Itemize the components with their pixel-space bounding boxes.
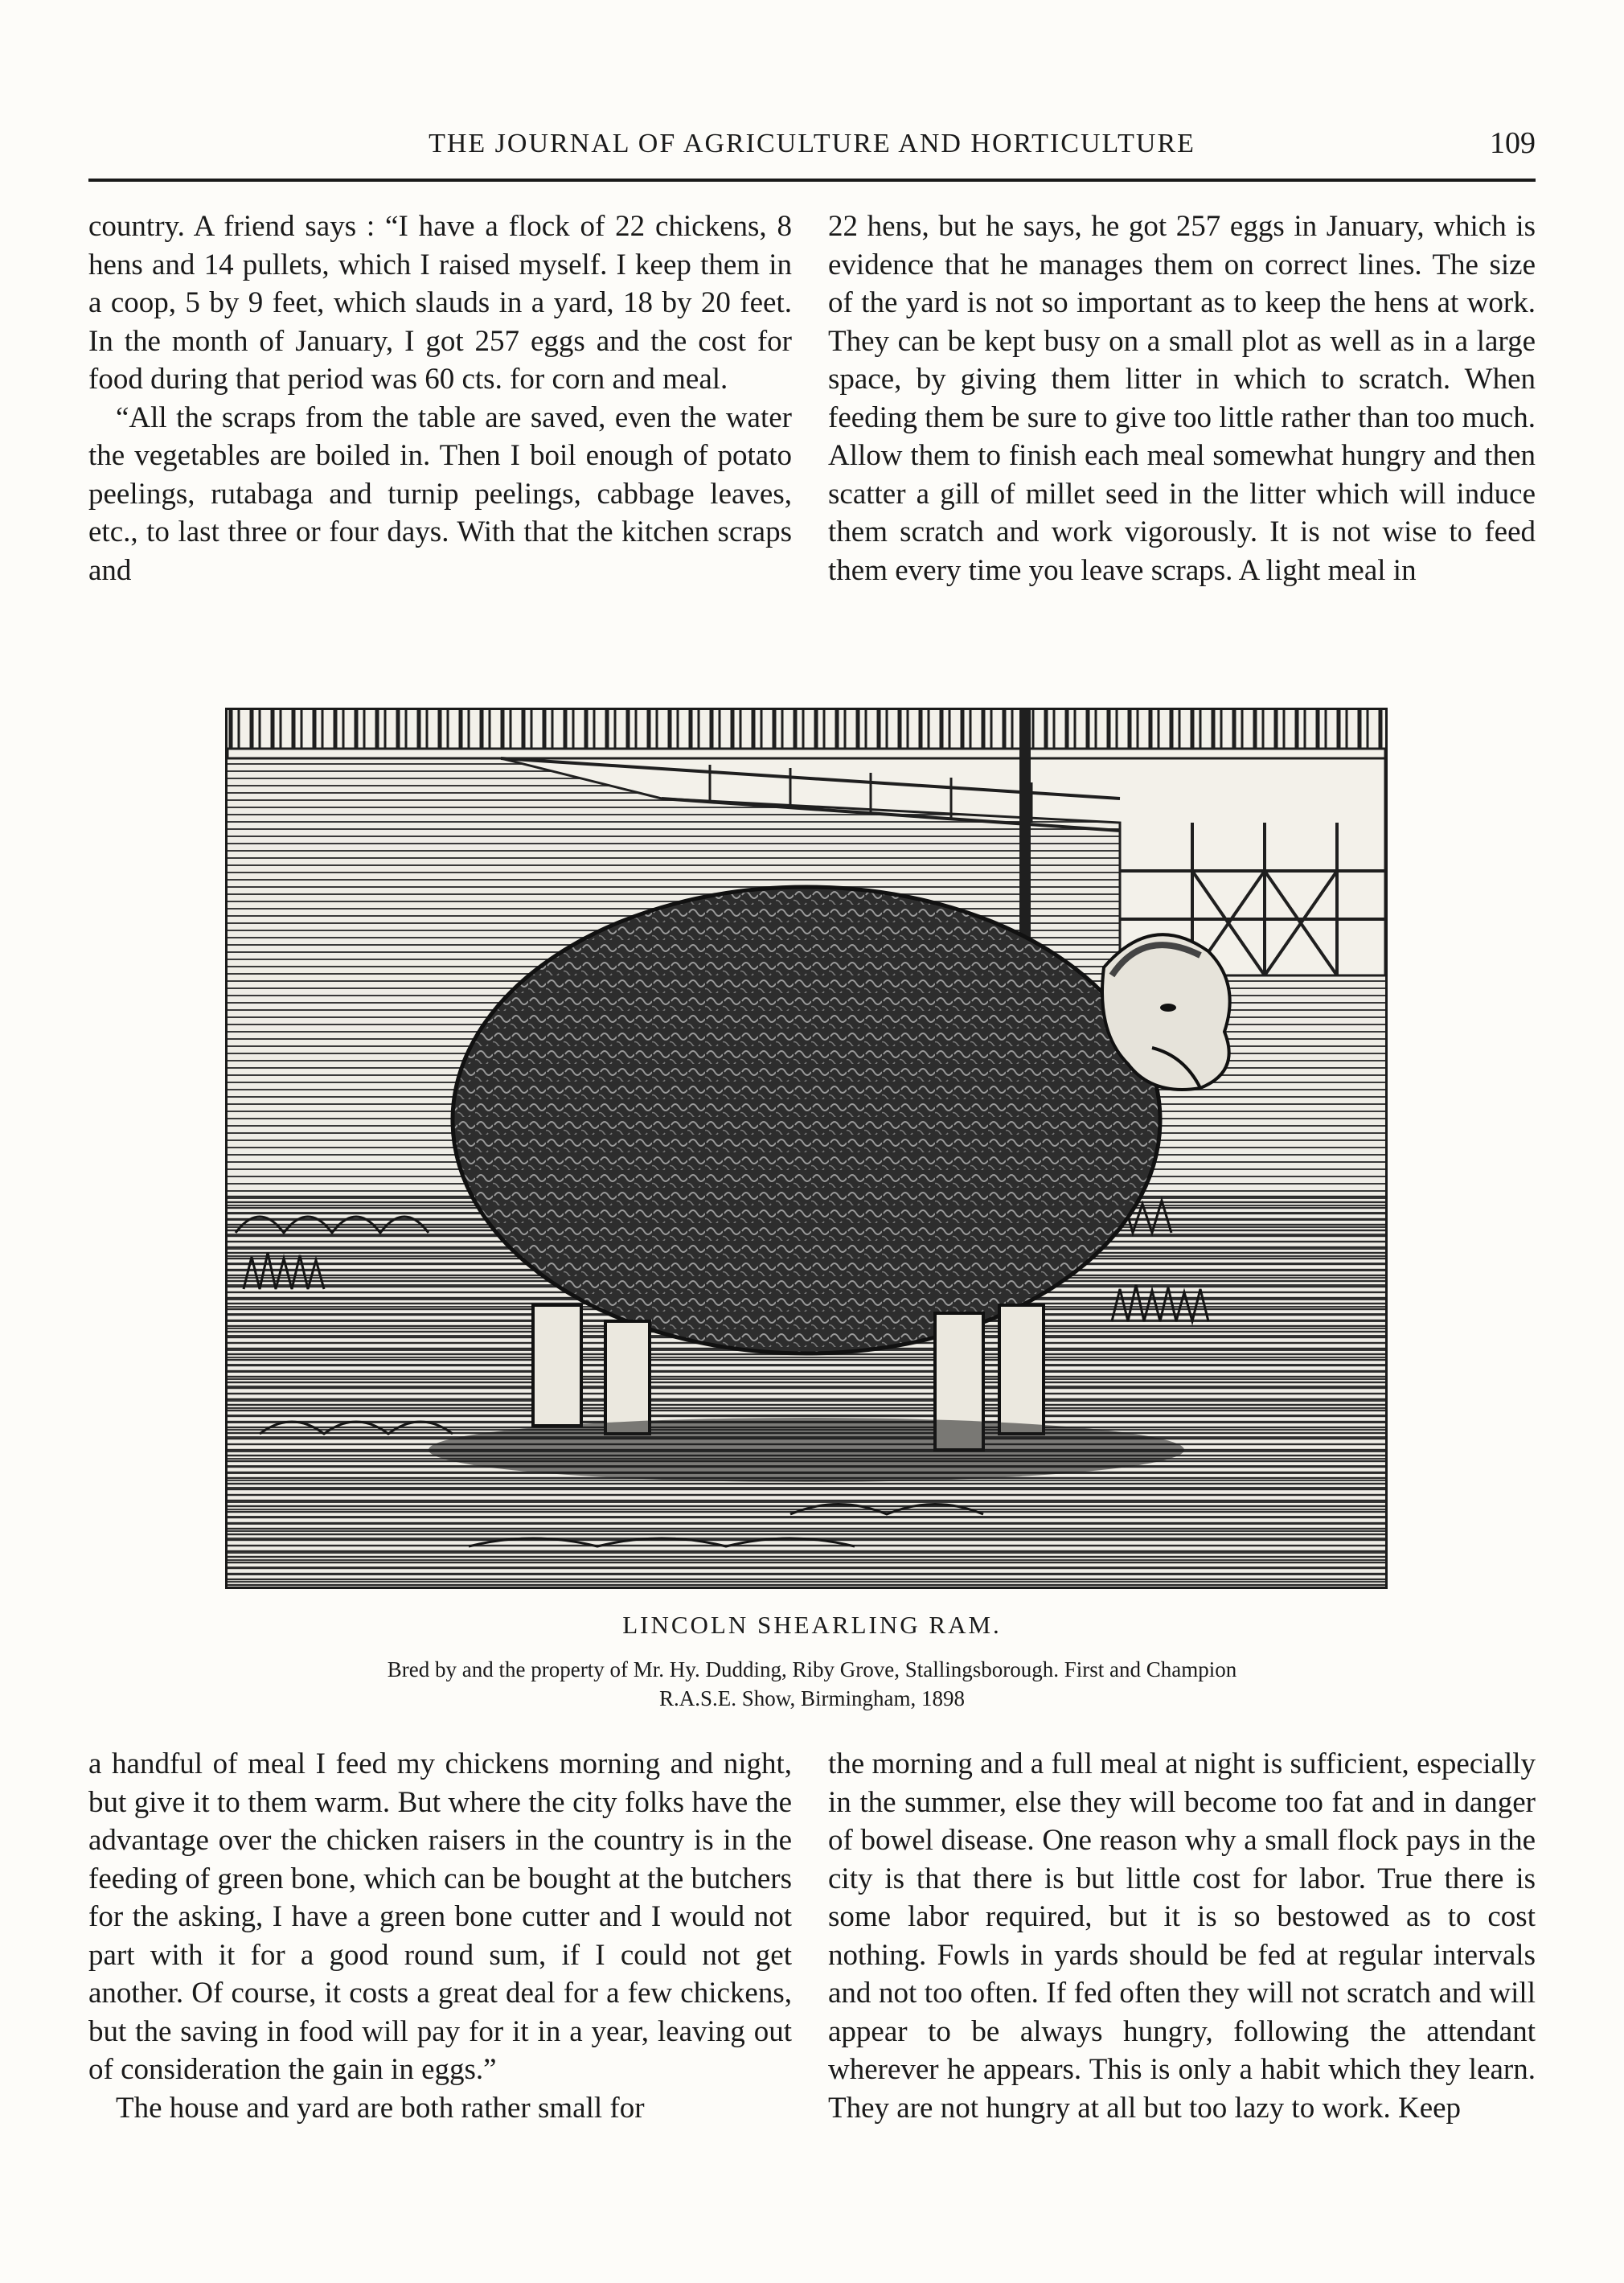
figure-caption-note (0, 1655, 1624, 1713)
top-left-column (88, 207, 792, 589)
top-right-column (828, 207, 1536, 589)
header-rule (88, 179, 1536, 182)
page-number: 109 (1490, 126, 1536, 160)
bottom-left-column (88, 1745, 792, 2127)
figure-caption-title: LINCOLN SHEARLING RAM. (622, 1611, 1002, 1639)
page-header (88, 121, 1536, 177)
caption-line: R.A.S.E. Show, Birmingham, 1898 (658, 1686, 966, 1710)
paragraph: “All the scraps from the table are saved, even the water the vegetables are boiled in. Then I boil enough of potato peelings, rutabaga and turnip peelings, cabbage leaves, etc., to last three or four days. With that the kitchen scraps and (88, 400, 792, 587)
paragraph: 22 hens, but he says, he got 257 eggs in January, which is evidence that he manages them on correct lines. The size of the yard is not so important as to keep the hens at work. They can be kept busy on a small plot as well as in a large space, by giving them litter in which to scratch. When feeding them be sure to give too little rather than too much. Allow them to finish each meal somewhat hungry and then scatter a gill of millet seed in the litter which will induce them scratch and work vigorously. It is not wise to feed them every time you leave scraps. A light meal in (828, 210, 1536, 587)
bottom-right-column (828, 1745, 1536, 2127)
paragraph: The house and yard are both rather small for (116, 2091, 645, 2125)
paragraph: country. A friend says : “I have a flock of 22 chickens, 8 hens and 14 pullets, which I raised myself. I keep them in a coop, 5 by 9 feet, which slauds in a yard, 18 by 20 feet. In the month of January, I got 257 eggs and the cost for food during that period was 60 cts. for corn and meal. (88, 210, 792, 396)
lincoln-ram-illustration (225, 708, 1388, 1589)
paragraph: a handful of meal I feed my chickens morning and night, but give it to them warm. But where the city folks have the advantage over the chicken raisers in the country is in the feeding of green bone, which can be bought at the butchers for the asking, I have a green bone cutter and I would not part with it for a good round sum, if I could not get another. Of course, it costs a great deal for a few chickens, but the saving in food will pay for it in a year, leaving out of consideration the gain in eggs.” (88, 1747, 792, 2086)
paragraph: the morning and a full meal at night is sufficient, especially in the summer, else they will become too fat and in danger of bowel disease. One reason why a small flock pays in the city is that there is but little cost for labor. True there is some labor required, but it is so bestowed as to cost nothing. Fowls in yards should be fed at regular intervals and not too often. If fed often they will not scratch and will appear to be always hungry, following the attendant wherever he appears. This is only a habit which they learn. They are not hungry at all but too lazy to work. Keep (828, 1747, 1536, 2125)
running-title: THE JOURNAL OF AGRICULTURE AND HORTICULTURE (429, 129, 1195, 158)
caption-line: Bred by and the property of Mr. Hy. Dudding, Riby Grove, Stallingsborough. First and Champion (387, 1657, 1237, 1681)
